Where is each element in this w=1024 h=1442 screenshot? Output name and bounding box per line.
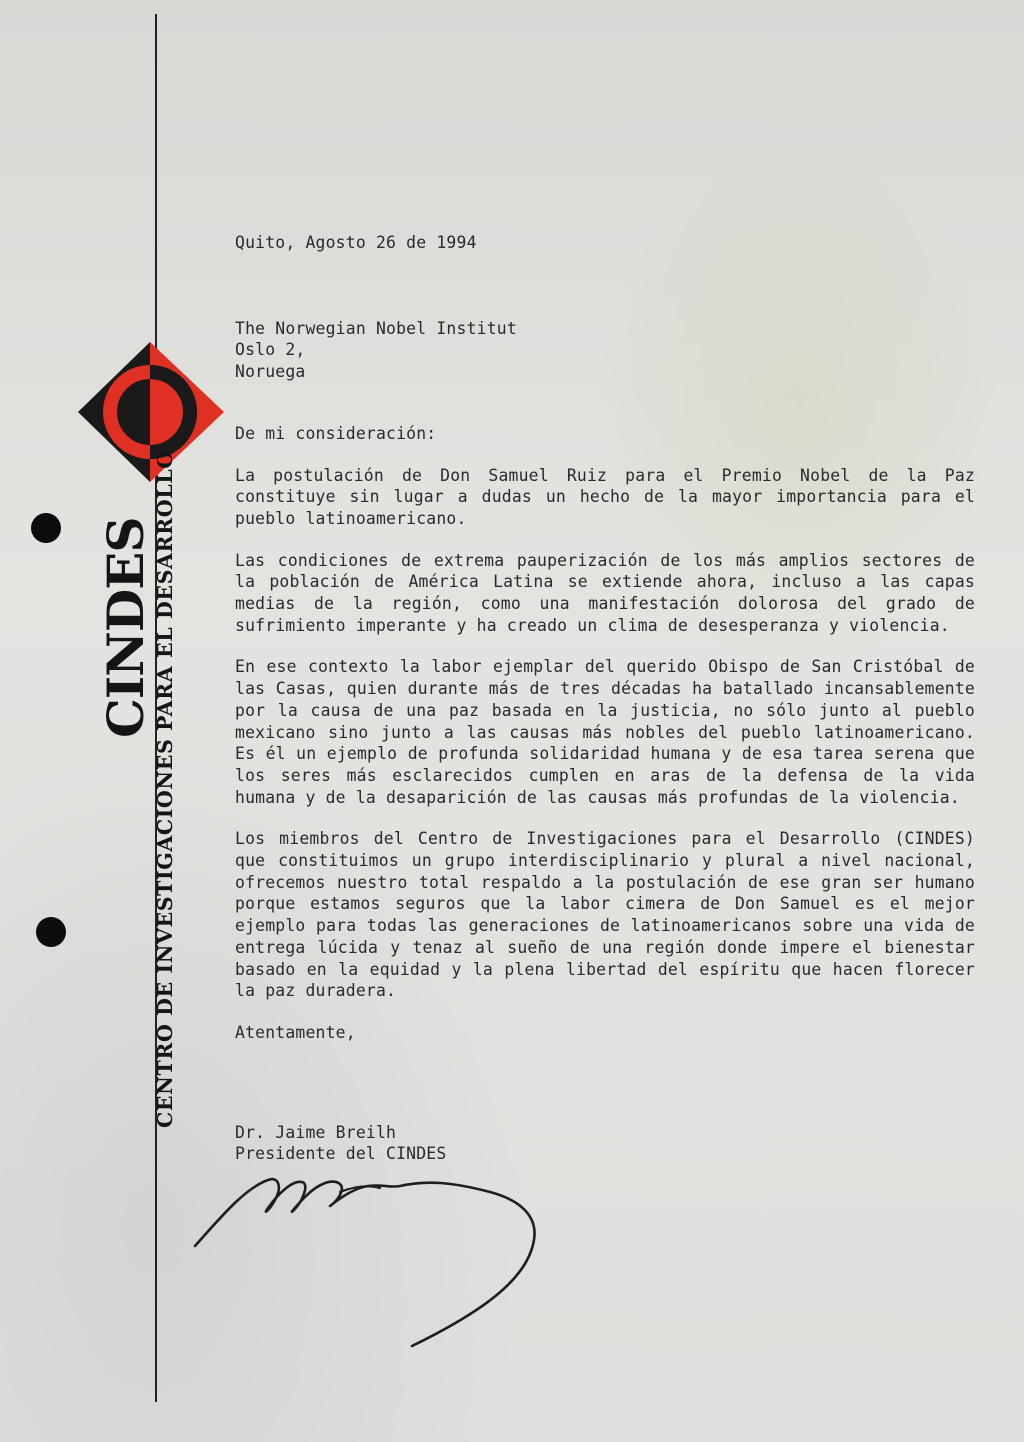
signer-title: Presidente del CINDES bbox=[235, 1144, 447, 1164]
letter-body bbox=[235, 232, 975, 1165]
closing: Atentamente, bbox=[235, 1022, 356, 1042]
salutation: De mi consideración: bbox=[235, 423, 437, 443]
punch-hole-top bbox=[31, 513, 61, 543]
letterhead-brand: CINDES bbox=[96, 517, 155, 738]
handwritten-signature-icon bbox=[190, 1158, 550, 1353]
recipient-line: Noruega bbox=[235, 362, 306, 382]
punch-hole-bottom bbox=[36, 917, 66, 947]
recipient-address bbox=[235, 318, 975, 383]
paragraph: Las condiciones de extrema pauperización de los más amplios sectores de la población de América Latina se extiende ahora, incluso a las capas medias de la región, como una manifestación dolorosa del grado de sufrimiento imperante y ha creado un clima de desesperanza y violencia. bbox=[235, 550, 975, 635]
recipient-line: Oslo 2, bbox=[235, 340, 306, 360]
paragraph: Los miembros del Centro de Investigaciones para el Desarrollo (CINDES) que constituimos un grupo interdisciplinario y plural a nivel nacional, ofrecemos nuestro total respaldo a la postulación de ese gran ser humano porque estamos seguros que la labor cimera de Don Samuel es el mejor ejemplo para todas las generaciones de latinoamericanos sobre una vida de entrega lúcida y tenaz al sueño de una región donde impere el bienestar basado en la equidad y la plena libertad del espíritu que hacen florecer la paz duradera. bbox=[235, 829, 975, 1001]
signer-name: Dr. Jaime Breilh bbox=[235, 1122, 397, 1142]
paragraph: En ese contexto la labor ejemplar del querido Obispo de San Cristóbal de las Casas, quien durante más de tres décadas ha batallado incansablemente por la causa de una paz basada en la justicia, no sólo junto al pueblo mexicano sino junto a las causas más nobles del pueblo latinoamericano. Es él un ejemplo de profunda solidaridad humana y de esa tarea serena que los seres más esclarecidos cumplen en aras de la defensa de la vida humana y de la desaparición de las causas más profundas de la violencia. bbox=[235, 657, 975, 807]
letterhead-brand-full: CENTRO DE INVESTIGACIONES PARA EL DESARROLLO bbox=[153, 450, 177, 1128]
recipient-line: The Norwegian Nobel Institut bbox=[235, 318, 517, 338]
letter-date: Quito, Agosto 26 de 1994 bbox=[235, 233, 477, 252]
cindes-logo-icon bbox=[78, 342, 226, 482]
paragraph: La postulación de Don Samuel Ruiz para el Premio Nobel de la Paz constituye sin lugar a dudas un hecho de la mayor importancia para el pueblo latinoamericano. bbox=[235, 465, 975, 528]
